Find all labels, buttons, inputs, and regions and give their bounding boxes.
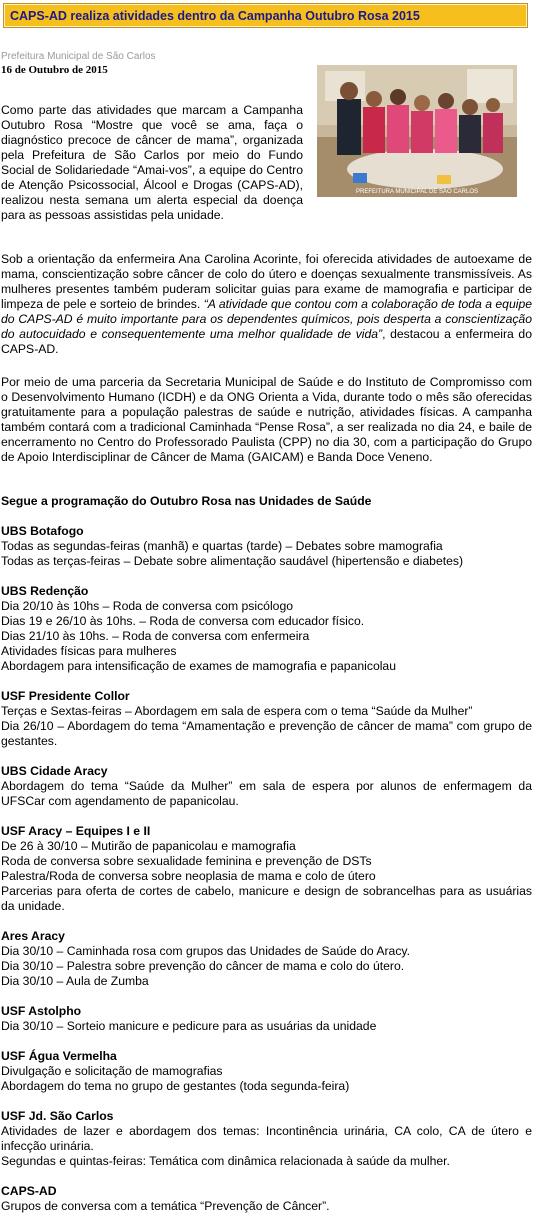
unit-line: Terças e Sextas-feiras – Abordagem em sala de espera com o tema “Saúde da Mulher”	[1, 704, 473, 718]
article-photo	[317, 65, 517, 197]
unit-line: Todas as segundas-feiras (manhã) e quartas (tarde) – Debates sobre mamografia	[1, 539, 443, 553]
unit-name: USF Astolpho	[1, 1004, 82, 1018]
unit-block-usf-presidente-collor	[1, 689, 532, 749]
unit-line: Segundas e quintas-feiras: Temática com dinâmica relacionada à saúde da mulher.	[1, 1154, 450, 1168]
unit-name: UBS Redenção	[1, 584, 89, 598]
unit-line: Divulgação e solicitação de mamografias	[1, 1064, 223, 1078]
article-title: CAPS-AD realiza atividades dentro da Campanha Outubro Rosa 2015	[10, 9, 420, 23]
photo-illustration	[317, 65, 517, 197]
nurse-quote: “A atividade que contou com a colaboração de toda a equipe do CAPS-AD é muito importante para os dependentes químicos, pois desperta a conscientização do autocuidado e consequentemente uma melhor qualidade de vida”	[1, 297, 532, 341]
unit-line: Abordagem para intensificação de exames de mamografia e papanicolau	[1, 659, 396, 673]
unit-line: Palestra/Roda de conversa sobre neoplasia de mama e colo de útero	[1, 869, 376, 883]
schedule-heading: Segue a programação do Outubro Rosa nas Unidades de Saúde	[1, 494, 372, 508]
unit-block-usf-agua-vermelha	[1, 1049, 532, 1094]
unit-block-usf-aracy	[1, 824, 532, 914]
lead-paragraph: Como parte das atividades que marcam a Campanha Outubro Rosa “Mostre que você se ama, faça o diagnóstico precoce de câncer de mama”, organizada pela Prefeitura de São Carlos por meio do Fundo Social de Solidariedade “Amai-vos”, a equipe do Centro de Atenção Psicossocial, Álcool e Drogas (CAPS-AD), realizou nesta semana um alerta especial da doença para as pessoas assistidas pela unidade.	[1, 103, 303, 222]
unit-line: Dias 21/10 às 10hs. – Roda de conversa com enfermeira	[1, 629, 310, 643]
unit-line: Dia 20/10 às 10hs – Roda de conversa com psicólogo	[1, 599, 294, 613]
unit-name: UBS Botafogo	[1, 524, 84, 538]
unit-line: Todas as terças-feiras – Debate sobre alimentação saudável (hipertensão e diabetes)	[1, 554, 464, 568]
paragraph-orientation-end: , destacou a enfermeira do CAPS-AD.	[1, 327, 532, 356]
unit-line: Parcerias para oferta de cortes de cabelo, manicure e design de sobrancelhas para as usuárias da unidade.	[1, 884, 532, 913]
paragraph-partnership: Por meio de uma parceria da Secretaria Municipal de Saúde e do Instituto de Compromisso com o Desenvolvimento Humano (ICDH) e da ONG Orienta a Vida, durante todo o mês são oferecidas gratuitamente para a população palestras de saúde e nutrição, atividades físicas. A campanha também contará com a tradicional Caminhada “Pense Rosa”, a ser realizada no dia 24, e baile de encerramento no Centro do Professorado Paulista (CPP) no dia 30, com a participação do Grupo de Apoio Interdisciplinar de Câncer de Mama (GAICAM) e Banda Doce Veneno.	[1, 375, 532, 464]
unit-block-usf-jd-sao-carlos	[1, 1109, 532, 1169]
unit-line: Abordagem do tema no grupo de gestantes (toda segunda-feira)	[1, 1079, 350, 1093]
unit-block-usf-astolpho	[1, 1004, 532, 1034]
unit-line: Atividades físicas para mulheres	[1, 644, 177, 658]
unit-line: Dia 26/10 – Abordagem do tema “Amamentação e prevenção de câncer de mama” com grupo de gestantes.	[1, 719, 532, 748]
unit-block-ubs-botafogo	[1, 524, 532, 569]
unit-line: Dia 30/10 – Caminhada rosa com grupos das Unidades de Saúde do Aracy.	[1, 944, 410, 958]
unit-name: USF Água Vermelha	[1, 1049, 117, 1063]
unit-name: USF Aracy – Equipes I e II	[1, 824, 151, 838]
unit-block-ubs-redencao	[1, 584, 532, 674]
unit-line: Dia 30/10 – Sorteio manicure e pedicure para as usuárias da unidade	[1, 1019, 377, 1033]
unit-block-ares-aracy	[1, 929, 532, 989]
title-bar	[3, 3, 528, 28]
unit-line: Dia 30/10 – Aula de Zumba	[1, 974, 149, 988]
photo-watermark: PREFEITURA MUNICIPAL DE SÃO CARLOS	[355, 189, 479, 195]
paragraph-orientation	[1, 252, 532, 357]
unit-name: USF Jd. São Carlos	[1, 1109, 114, 1123]
article-source: Prefeitura Municipal de São Carlos	[1, 51, 156, 62]
unit-line: Dias 19 e 26/10 às 10hs. – Roda de conversa com educador físico.	[1, 614, 365, 628]
unit-name: USF Presidente Collor	[1, 689, 130, 703]
unit-block-caps-ad	[1, 1184, 532, 1214]
unit-line: De 26 à 30/10 – Mutirão de papanicolau e mamografia	[1, 839, 296, 853]
paragraph-orientation-start: Sob a orientação da enfermeira Ana Carolina Acorinte, foi oferecida atividades de autoexame de mama, conscientização sobre câncer de colo do útero e doenças sexualmente transmissíveis. As mulheres presentes também puderam solicitar guias para exame de mamografia e participar de limpeza de pele e sorteio de brindes.	[1, 252, 532, 311]
unit-name: UBS Cidade Aracy	[1, 764, 108, 778]
unit-line: Roda de conversa sobre sexualidade feminina e prevenção de DSTs	[1, 854, 372, 868]
unit-block-ubs-cidade-aracy	[1, 764, 532, 809]
unit-line: Abordagem do tema “Saúde da Mulher” em sala de espera por alunos de enfermagem da UFSCar com agendamento de papanicolau.	[1, 779, 532, 808]
unit-name: CAPS-AD	[1, 1184, 57, 1198]
article-date: 16 de Outubro de 2015	[1, 64, 108, 76]
unit-line: Grupos de conversa com a temática “Prevenção de Câncer”.	[1, 1199, 330, 1213]
unit-line: Atividades de lazer e abordagem dos temas: Incontinência urinária, CA colo, CA de útero e infecção urinária.	[1, 1124, 532, 1153]
unit-name: Ares Aracy	[1, 929, 65, 943]
unit-line: Dia 30/10 – Palestra sobre prevenção do câncer de mama e colo do útero.	[1, 959, 405, 973]
